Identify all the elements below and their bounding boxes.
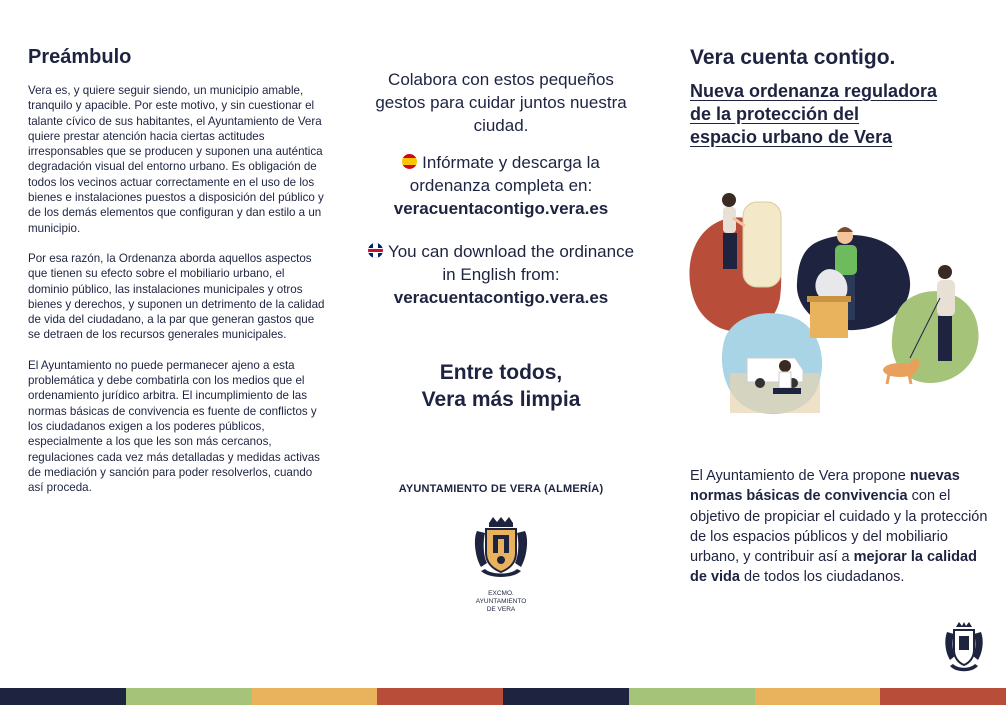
stripe-segment xyxy=(0,688,126,705)
slogan-line-1: Entre todos, xyxy=(439,361,563,384)
uk-flag-icon xyxy=(368,243,383,258)
spanish-download-link[interactable]: veracuentacontigo.vera.es xyxy=(393,199,609,218)
highlight-calidad: mejorar la calidad de vida xyxy=(690,549,977,586)
stripe-segment xyxy=(629,688,755,705)
preamble-column xyxy=(28,0,328,510)
english-download-block xyxy=(362,240,640,309)
color-stripe xyxy=(0,688,1006,705)
stripe-segment xyxy=(252,688,378,705)
info-column xyxy=(362,0,640,614)
cover-column xyxy=(690,0,990,149)
preamble-title: Preámbulo xyxy=(28,46,132,68)
stripe-segment xyxy=(126,688,252,705)
slogan xyxy=(362,359,640,413)
highlight-normas: nuevas normas básicas de convivencia xyxy=(690,468,960,505)
preamble-paragraph-2: Por esa razón, la Ordenanza aborda aquellos aspectos que tienen su efecto sobre el mobiliario urbano, el dominio público, las instalaciones municipales y otros bienes y derechos, y suponen un detrimento de la calidad de vida del ciudadano, a la par que generan gastos que se detraen de los recursos generales municipales. xyxy=(28,251,325,342)
coat-of-arms-icon xyxy=(471,517,531,581)
spanish-download-text: Infórmate y descarga la ordenanza completa en: xyxy=(409,153,600,195)
stripe-segment xyxy=(755,688,881,705)
cover-body-text: El Ayuntamiento de Vera propone nuevas normas básicas de convivencia con el objetivo de propiciar el cuidado y la protección de los espacios públicos y del mobiliario urbano, y contribuir así a mejorar la calidad de vida de todos los ciudadanos. xyxy=(690,468,988,586)
english-download-link[interactable]: veracuentacontigo.vera.es xyxy=(393,288,609,307)
collaborate-text: Colabora con estos pequeños gestos para cuidar juntos nuestra ciudad. xyxy=(375,70,627,135)
spanish-download-block xyxy=(362,151,640,220)
cover-subtitle: Nueva ordenanza reguladora de la protección del espacio urbano de Vera xyxy=(690,81,938,147)
preamble-paragraph-1: Vera es, y quiere seguir siendo, un municipio amable, tranquilo y apacible. Por este motivo, y sin cuestionar el talante cívico de sus habitantes, el Ayuntamiento de Vera quiere prestar atención hacia ciertas actitudes irresponsables que se producen y suponen una auténtica degradación visual del entorno urbano. Es obligación de todos los vecinos actuar correctamente en el uso de los bienes e instalaciones puestos a disposición del público y de los demás elementos que configuran y dan estilo a un municipio. xyxy=(28,84,324,235)
spain-flag-icon xyxy=(402,154,417,169)
stripe-segment xyxy=(880,688,1006,705)
citizens-illustration xyxy=(685,188,985,423)
english-download-text: You can download the ordinance in English from: xyxy=(387,242,635,284)
stripe-segment xyxy=(503,688,629,705)
cover-title: Vera cuenta contigo. xyxy=(690,46,896,69)
stripe-segment xyxy=(377,688,503,705)
ayuntamiento-label: AYUNTAMIENTO DE VERA (ALMERÍA) xyxy=(398,483,604,495)
coat-of-arms-small-icon xyxy=(944,622,984,674)
slogan-line-2: Vera más limpia xyxy=(421,388,581,411)
preamble-paragraph-3: El Ayuntamiento no puede permanecer ajeno a esta problemática y debe combatirla con los medios que el ordenamiento jurídico arbitra. El incumplimiento de las normas básicas de convivencia es fuente de conflictos y los ciudadanos exigen a los poderes públicos, especialmente a los que les son más cercanos, regulaciones cada vez más detalladas y medidas activas de mediación y sanción para poder resolverlos, cuando así proceda. xyxy=(28,358,320,495)
crest-logo xyxy=(471,517,531,614)
crest-caption: EXCMO. AYUNTAMIENTO DE VERA xyxy=(475,590,527,613)
